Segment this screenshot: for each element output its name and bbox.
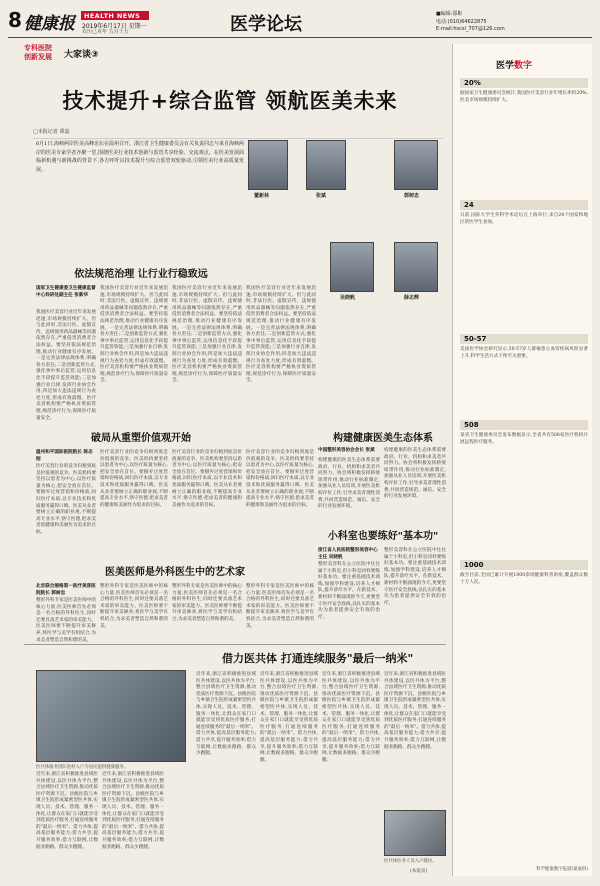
sidebar-item-text: 据国家卫生健康委员会统计,我国医疗美容行业年增长率约20%,医美市场规模持续扩大。 bbox=[460, 91, 588, 103]
bottom-photo-2 bbox=[384, 810, 446, 856]
masthead bbox=[8, 8, 592, 36]
author-rule bbox=[33, 138, 443, 139]
bottom-body: 近年来,浙江省积极推进县域医共体建设,以医共体为平台,整合县域医疗卫生资源,推动优质医疗资源下沉。县级医院与乡镇卫生院形成紧密型医共体,实现人员、技术、管理、服务一体化,让群众在家门口就能享受到优质医疗服务,打通连续服务的"最后一纳米"。借力共体,提高基层服务能力;借力共享,提升服务效率;借力互联网,让数据多跑路、群众少跑腿。 bbox=[322, 672, 380, 763]
sidebar-item bbox=[460, 420, 588, 548]
article-body: 整形美容科在公立医院中往往属于小科室,但小科室同样要练好基本功。要注重基础技术训练,加强学科建设,培养人才梯队,提升诊疗水平。在新技术、新材料不断涌现的今天,更要坚守医疗安全底线,以扎实的基本功为患者提供安全有效的治疗。 bbox=[318, 562, 380, 620]
article-body: 构建健康的医美生态体系需要政府、行业、机构和求美者共同努力。协会将积极发挥桥梁纽带作用,推动行业标准制定,加强从业人员培训,开展医美机构评价工作,引导求美者理性消费,共同营造规范、诚信、安全的行业发展环境。 bbox=[384, 448, 446, 500]
article-body: 我国医疗美容行业近年来发展迅速,市场规模持续扩大。但与此同时,非法行医、虚假宣传、违规使用药品器械等问题依然存在,严重侵害消费者合法权益。要坚持依法规范治理,推动行业健康有序发展。一是完善法律法规体系,明确各方责任;二是创新监管方式,强化事中事后监管,运用信息化手段提升监管效能;三是加强行业自律,发挥行业协会作用;四是加大违法违规行为查处力度,形成有效震慑。医疗美容机构要严格执业资质管理,规范诊疗行为,保障医疗质量安全。 bbox=[36, 310, 96, 421]
bottom-photo-caption: 医共体服务团队进村入户为居民提供健康服务。 bbox=[36, 765, 129, 770]
portrait-photo bbox=[330, 242, 374, 292]
main-headline: 技术提升+综合监管 领航医美未来 bbox=[62, 89, 398, 113]
article-body: 我国医疗美容行业近年来发展迅速,市场规模持续扩大。但与此同时,非法行医、虚假宣传、违规使用药品器械等问题依然存在,严重侵害消费者合法权益。要坚持依法规范治理,推动行业健康有序发展。一是完善法律法规体系,明确各方责任;二是创新监管方式,强化事中事后监管,运用信息化手段提升监管效能;三是加强行业自律,发挥行业协会作用;四是加大违法违规行为查处力度,形成有效震慑。医疗美容机构要严格执业资质管理,规范诊疗行为,保障医疗质量安全。 bbox=[246, 286, 316, 384]
main-lead: 6月1日,海峡两岸医美高峰论坛在温州召开。浙江省卫生健康委员会有关负责同志与来自海峡两岸的医美专家学者齐聚一堂,围绕医美行业技术创新与监管共享经验、交流观点。在医美发展面临新机遇与新挑战的背景下,各方呼吁以技术提升与综合监管双轮驱动,引领医美行业高质量发展。 bbox=[36, 141, 244, 173]
sidebar-item-number: 20% bbox=[460, 78, 588, 88]
bottom-body: 近年来,浙江省积极推进县域医共体建设,以医共体为平台,整合县域医疗卫生资源,推动优质医疗资源下沉。县级医院与乡镇卫生院形成紧密型医共体,实现人员、技术、管理、服务一体化,让群众在家门口就能享受到优质医疗服务,打通连续服务的"最后一纳米"。借力共体,提高基层服务能力;借力共享,提升服务效率;借力互联网,让数据多跑路、群众少跑腿。 bbox=[36, 772, 98, 850]
article-byline: 国家卫生健康委卫生健康监督中心科研处副主任 张新华 bbox=[36, 286, 96, 298]
bottom-headline: 借力医共体 打通连续服务"最后一纳米" bbox=[222, 652, 414, 665]
column-tag-line1: 专科医院 bbox=[24, 44, 52, 52]
email: E-mail:hscsl_707@126.com bbox=[436, 26, 505, 32]
portrait-photo bbox=[394, 140, 438, 190]
portrait-name: 郭树忠 bbox=[404, 193, 420, 199]
article-body: 医疗美容行业的竞争归根到底是价值观的竞争。医美机构要坚持以患者为中心,以医疗质量为核心,把安全放在首位。要摒弃过度营销和价格战,回归医疗本质,以专业技术和优质服务赢得口碑。医美从业者要树立正确的职业观,不断提高专业水平,恪守医德,把求美者的健康和美丽作为追求的目标。 bbox=[246, 450, 314, 508]
section-title: 医学论坛 bbox=[230, 14, 302, 35]
issue-date: 2019年6月17日 星期一 bbox=[82, 23, 147, 30]
article-body: 整形美容科在公立医院中往往属于小科室,但小科室同样要练好基本功。要注重基础技术训练,加强学科建设,培养人才梯队,提升诊疗水平。在新技术、新材料不断涌现的今天,更要坚守医疗安全底线,以扎实的基本功为患者提供安全有效的治疗。 bbox=[384, 548, 446, 606]
sidebar-title bbox=[496, 60, 532, 72]
column-tag bbox=[24, 44, 144, 68]
paper-name: 健康报 bbox=[24, 14, 75, 34]
article-body: 医疗美容行业的竞争归根到底是价值观的竞争。医美机构要坚持以患者为中心,以医疗质量为核心,把安全放在首位。要摒弃过度营销和价格战,回归医疗本质,以专业技术和优质服务赢得口碑。医美从业者要树立正确的职业观,不断提高专业水平,恪守医德,把求美者的健康和美丽作为追求的目标。 bbox=[100, 450, 168, 508]
portrait-photo bbox=[306, 140, 346, 190]
bottom-photo bbox=[36, 670, 186, 762]
article-body: 我国医疗美容行业近年来发展迅速,市场规模持续扩大。但与此同时,非法行医、虚假宣传、违规使用药品器械等问题依然存在,严重侵害消费者合法权益。要坚持依法规范治理,推动行业健康有序发展。一是完善法律法规体系,明确各方责任;二是创新监管方式,强化事中事后监管,运用信息化手段提升监管效能;三是加强行业自律,发挥行业协会作用;四是加大违法违规行为查处力度,形成有效震慑。医疗美容机构要严格执业资质管理,规范诊疗行为,保障医疗质量安全。 bbox=[172, 286, 242, 384]
article-title: 小科室也要练好"基本功" bbox=[327, 531, 439, 542]
article-body: 医疗美容行业的竞争归根到底是价值观的竞争。医美机构要坚持以患者为中心,以医疗质量为核心,把安全放在首位。要摒弃过度营销和价格战,回归医疗本质,以专业技术和优质服务赢得口碑。医美从业者要树立正确的职业观,不断提高专业水平,恪守医德,把求美者的健康和美丽作为追求的目标。 bbox=[36, 464, 96, 535]
article-title: 构建健康医美生态体系 bbox=[333, 433, 433, 444]
article-byline: 温州和平国际医院院长 陈志刚 bbox=[36, 450, 93, 462]
article-body: 整形外科专家是医美医师中的核心力量,医美医师首先必须是一名合格的外科医生,同时还要具备艺术家的审美能力。医美医师要不断提升审美修养,将医学与美学有机结合,为求美者塑造自然和谐的美。 bbox=[36, 598, 96, 643]
article-body: 医疗美容行业的竞争归根到底是价值观的竞争。医美机构要坚持以患者为中心,以医疗质量为核心,把安全放在首位。要摒弃过度营销和价格战,回归医疗本质,以专业技术和优质服务赢得口碑。医美从业者要树立正确的职业观,不断提高专业水平,恪守医德,把求美者的健康和美丽作为追求的目标。 bbox=[172, 450, 242, 508]
portrait-name: 薛志辉 bbox=[404, 295, 420, 301]
article-byline: 北京联合丽格第一医疗美容医院院长 郭树忠 bbox=[36, 584, 96, 596]
bottom-body: 近年来,浙江省积极推进县域医共体建设,以医共体为平台,整合县域医疗卫生资源,推动优质医疗资源下沉。县级医院与乡镇卫生院形成紧密型医共体,实现人员、技术、管理、服务一体化,让群众在家门口就能享受到优质医疗服务,打通连续服务的"最后一纳米"。借力共体,提高基层服务能力;借力共享,提升服务效率;借力互联网,让数据多跑路、群众少跑腿。 bbox=[260, 672, 318, 763]
english-name: HEALTH NEWS bbox=[84, 12, 141, 20]
sidebar-item bbox=[460, 200, 588, 322]
sidebar-title-text: 医学 bbox=[496, 61, 515, 71]
sidebar-footer: 科学健康数字报道(嘉嘉供) bbox=[536, 867, 588, 872]
article-body: 整形外科专家是医美医师中的核心力量,医美医师首先必须是一名合格的外科医生,同时还要具备艺术家的审美能力。医美医师要不断提升审美修养,将医学与美学有机结合,为求美者塑造自然和谐的美。 bbox=[172, 584, 242, 622]
sidebar-item-number: 1000 bbox=[460, 560, 588, 570]
editor: ■编辑:邵彬 bbox=[436, 11, 463, 17]
bottom-body: 近年来,浙江省积极推进县域医共体建设,以医共体为平台,整合县域医疗卫生资源,推动优质医疗资源下沉。县级医院与乡镇卫生院形成紧密型医共体,实现人员、技术、管理、服务一体化,让群众在家门口就能享受到优质医疗服务,打通连续服务的"最后一纳米"。借力共体,提高基层服务能力;借力共享,提升服务效率;借力互联网,让数据多跑路、群众少跑腿。 bbox=[196, 672, 256, 757]
article-byline: 浙江省人民医院整形美容中心主任 吴晓帆 bbox=[318, 548, 378, 560]
phone: 电话:(010)64622875 bbox=[436, 19, 487, 25]
portrait-name: 吴晓帆 bbox=[340, 295, 356, 301]
article-body: 整形外科专家是医美医师中的核心力量,医美医师首先必须是一名合格的外科医生,同时还要具备艺术家的审美能力。医美医师要不断提升审美修养,将医学与美学有机结合,为求美者塑造自然和谐的美。 bbox=[100, 584, 168, 629]
main-author: □本报记者 谭嘉 bbox=[33, 129, 70, 135]
sidebar-title-emphasis: 数字 bbox=[514, 61, 533, 71]
sidebar-item-text: 日前,国际大学生外科学术论坛在上海举行,来自24个国家和地区的医学生参加。 bbox=[460, 213, 588, 225]
sidebar-item-number: 24 bbox=[460, 200, 588, 210]
bottom-body: 近年来,浙江省积极推进县域医共体建设,以医共体为平台,整合县域医疗卫生资源,推动优质医疗资源下沉。县级医院与乡镇卫生院形成紧密型医共体,实现人员、技术、管理、服务一体化,让群众在家门口就能享受到优质医疗服务,打通连续服务的"最后一纳米"。借力共体,提高基层服务能力;借力共享,提升服务效率;借力互联网,让数据多跑路、群众少跑腿。 bbox=[384, 672, 446, 750]
article-title: 破局从重塑价值观开始 bbox=[91, 433, 191, 444]
page-number: 8 bbox=[8, 8, 22, 32]
article-body: 我国医疗美容行业近年来发展迅速,市场规模持续扩大。但与此同时,非法行医、虚假宣传、违规使用药品器械等问题依然存在,严重侵害消费者合法权益。要坚持依法规范治理,推动行业健康有序发展。一是完善法律法规体系,明确各方责任;二是创新监管方式,强化事中事后监管,运用信息化手段提升监管效能;三是加强行业自律,发挥行业协会作用;四是加大违法违规行为查处力度,形成有效震慑。医疗美容机构要严格执业资质管理,规范诊疗行为,保障医疗质量安全。 bbox=[100, 286, 168, 384]
bottom-rule bbox=[24, 644, 446, 645]
article-body: 构建健康的医美生态体系需要政府、行业、机构和求美者共同努力。协会将积极发挥桥梁纽带作用,推动行业标准制定,加强从业人员培训,开展医美机构评价工作,引导求美者理性消费,共同营造规范、诚信、安全的行业发展环境。 bbox=[318, 458, 380, 510]
article-title: 依法规范治理 让行业行稳致远 bbox=[74, 269, 208, 280]
sidebar-item-number: 508 bbox=[460, 420, 588, 430]
bottom-photo-2-caption: 医共体医务人员入户随访。 bbox=[384, 859, 437, 864]
bottom-source: (本报讯) bbox=[410, 869, 428, 874]
article-byline: 中国整形美容协会会长 张斌 bbox=[318, 448, 375, 453]
issue-lunar-date: 农历己亥年 五月十五 bbox=[82, 29, 129, 35]
portrait-name: 张斌 bbox=[316, 193, 327, 199]
masthead-rule bbox=[8, 37, 592, 38]
portrait-name: 董新林 bbox=[254, 193, 270, 199]
column-tag-line2: 创新发展 bbox=[24, 53, 52, 61]
sidebar-item-text: 截至目前,全国已累计开展1000余场健康科普讲座,覆盖群众数十万人次。 bbox=[460, 573, 588, 585]
article-title: 医美医师是外科医生中的艺术家 bbox=[105, 567, 245, 578]
bottom-body: 近年来,浙江省积极推进县域医共体建设,以医共体为平台,整合县域医疗卫生资源,推动优质医疗资源下沉。县级医院与乡镇卫生院形成紧密型医共体,实现人员、技术、管理、服务一体化,让群众在家门口就能享受到优质医疗服务,打通连续服务的"最后一纳米"。借力共体,提高基层服务能力;借力共享,提升服务效率;借力互联网,让数据多跑路、群众少跑腿。 bbox=[102, 772, 164, 850]
portrait-photo bbox=[394, 242, 438, 292]
sidebar-item-text: 美国医学协会研究显示,50-57岁人群罹患心血管疾病风险显著上升,科学生活方式干预至关重要。 bbox=[460, 347, 588, 359]
sidebar-item bbox=[460, 78, 588, 188]
sidebar-item bbox=[460, 560, 588, 690]
article-body: 整形外科专家是医美医师中的核心力量,医美医师首先必须是一名合格的外科医生,同时还要具备艺术家的审美能力。医美医师要不断提升审美修养,将医学与美学有机结合,为求美者塑造自然和谐的美。 bbox=[246, 584, 314, 629]
sidebar-item-number: 50-57 bbox=[460, 334, 588, 344]
portrait-photo bbox=[248, 140, 288, 190]
sidebar-item-text: 某省卫生健康委员会发布数据显示,全省共有508家医疗机构开展远程医疗服务。 bbox=[460, 433, 588, 445]
sidebar-item bbox=[460, 334, 588, 408]
column-series: 大家谈③ bbox=[64, 50, 99, 60]
